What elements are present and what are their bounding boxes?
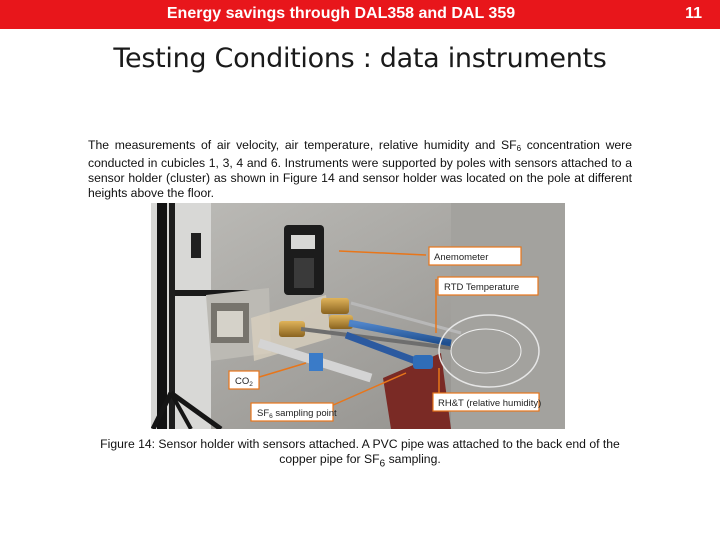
intro-paragraph [88,138,632,201]
intro-text-1: The measurements of air velocity, air temperature, relative humidity and SF [88,138,517,152]
anemometer-label: Anemometer [434,252,489,263]
header-title: Energy savings through DAL358 and DAL 359 [166,5,516,22]
caption-text-1: Figure 14: Sensor holder with sensors attached. A PVC pipe was attached to the back end of the copper pipe for SF [100,437,620,466]
slide-number: 11 [685,5,702,22]
caption-subscript: 6 [379,458,386,470]
caption-text-2: sampling. [385,452,441,466]
slide-title: Testing Conditions : data instruments [113,43,607,74]
co2-label: $CO_2$ [235,376,253,388]
rht-label: RH&T (relative humidity) [438,398,542,409]
sensor-holder-photo [151,203,565,429]
rtd-temperature-label: RTD Temperature [444,282,520,293]
sf6-sampling-label: $SF_6$ sampling point [257,408,337,420]
intro-subscript: 6 [516,144,522,153]
figure-caption [88,437,632,471]
intro-text-2: concentration were conducted in cubicles 1, 3, 4 and 6. Instruments were supported by poles with sensors attached to a sensor holder (cluster) as shown in Figure 14 and sensor holder was located on the pole at different heights above the floor. [88,138,632,200]
header-bar [0,0,720,29]
